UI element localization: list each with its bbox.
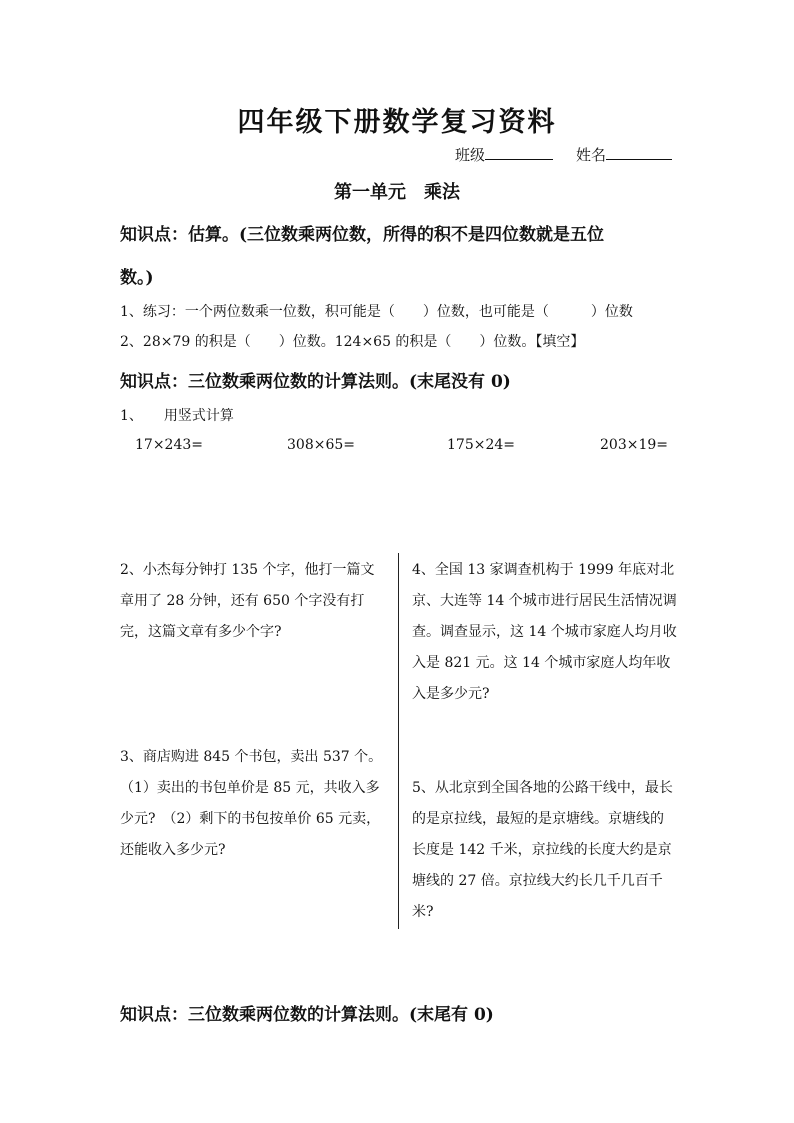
problem-2: 2、小杰每分钟打 135 个字，他打一篇文章用了 28 分钟，还有 650 个字没有打完，这篇文章有多少个字? xyxy=(120,562,375,640)
calc-item: 308×65= xyxy=(287,437,355,453)
exercise-2: 2、28×79 的积是（ ）位数。124×65 的积是（ ）位数。【填空】 xyxy=(120,334,585,350)
problem-4: 4、全国 13 家调查机构于 1999 年底对北京、大连等 14 个城市进行居民生活情况调查。调查显示，这 14 个城市家庭人均月收入是 821 元。这 14 个城市家庭人均年收入是多少元? xyxy=(412,562,677,702)
name-label: 姓名 xyxy=(576,146,607,164)
vertical-calc-label: 1、 用竖式计算 xyxy=(120,408,234,424)
unit-title: 第一单元 乘法 xyxy=(334,182,460,203)
knowledge-point-1-line-1: 知识点：估算。(三位数乘两位数，所得的积不是四位数就是五位 xyxy=(120,225,605,245)
column-divider xyxy=(398,553,399,929)
knowledge-point-1-line-2: 数。) xyxy=(120,268,154,288)
class-field xyxy=(455,144,553,165)
knowledge-point-3: 知识点：三位数乘两位数的计算法则。(末尾有 0) xyxy=(120,1005,494,1025)
problem-5: 5、从北京到全国各地的公路干线中，最长的是京拉线，最短的是京塘线。京塘线的长度是 142 千米，京拉线的长度大约是京塘线的 27 倍。京拉线大约长几千几百千米? xyxy=(412,780,673,920)
problem-3: 3、商店购进 845 个书包，卖出 537 个。（1）卖出的书包单价是 85 元，共收入多少元? （2）剩下的书包按单价 65 元卖，还能收入多少元? xyxy=(120,749,383,858)
page-title: 四年级下册数学复习资料 xyxy=(237,107,557,138)
calc-item: 175×24= xyxy=(447,437,515,453)
exercise-1: 1、练习：一个两位数乘一位数，积可能是（ ）位数，也可能是（ ）位数 xyxy=(120,304,633,320)
name-field xyxy=(576,144,672,165)
calc-item: 17×243= xyxy=(135,437,203,453)
class-label: 班级 xyxy=(455,146,486,164)
name-blank xyxy=(606,145,672,160)
calc-item: 203×19= xyxy=(600,437,668,453)
knowledge-point-2: 知识点：三位数乘两位数的计算法则。(末尾没有 0) xyxy=(120,372,511,392)
class-blank xyxy=(485,145,553,160)
